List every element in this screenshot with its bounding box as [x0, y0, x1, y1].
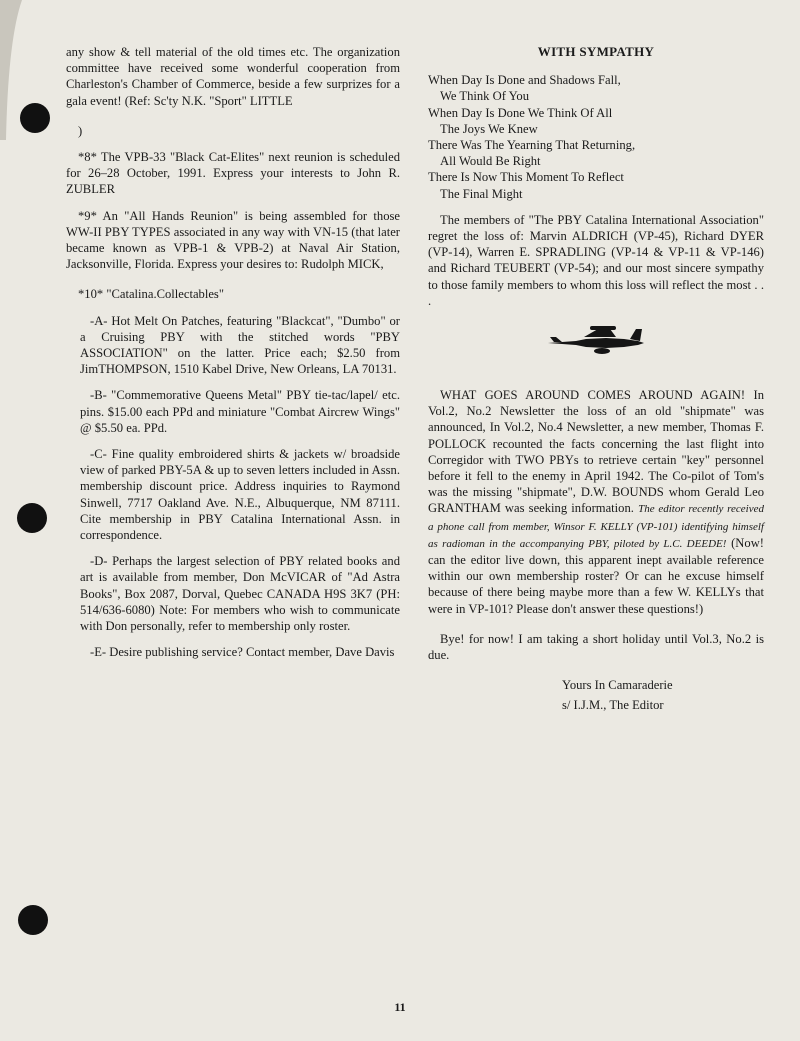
binder-hole-middle [17, 503, 47, 533]
collectable-item-e: -E- Desire publishing service? Contact member, Dave Davis [90, 645, 395, 660]
collectable-item-c: -C- Fine quality embroidered shirts & jackets w/ broadside view of parked PBY-5A & up to seven letters included in Assn. membership discount price. Address inquiries to Raymond Sinwell, 7717 Oakland Ave. N.E., Albuquerque, NM 87111. Cite membership in PBY Catalina International Assn. in correspondence. [80, 447, 400, 543]
poem-line: There Was The Yearning That Returning, [428, 138, 636, 153]
signature-block [562, 677, 764, 712]
page-number: 11 [394, 1000, 406, 1014]
poem-line: When Day Is Done and Shadows Fall, [428, 73, 621, 88]
collectable-item-b: -B- "Commemorative Queens Metal" PBY tie-tac/lapel/ etc. pins. $15.00 each PPd and miniature "Combat Aircrew Wings" @ $5.50 ea. PPd. [80, 388, 400, 435]
what-goes-around-paragraph [428, 387, 764, 617]
reunion-committee-paragraph: any show & tell material of the old times etc. The organization committee have received some wonderful cooperation from Charleston's Chamber of Commerce, beside a few surprizes for a gala event! (Ref: Sc'ty N.K. "Sport" LITTLE [66, 45, 400, 108]
left-column [66, 44, 400, 661]
memorial-poem [428, 72, 764, 202]
closing-line: Yours In Camaraderie [562, 678, 673, 693]
collectable-item-d: -D- Perhaps the largest selection of PBY related books and art is available from member, Don McVICAR of "Ad Astra Books", Box 2087, Dorval, Quebec CANADA H9S 3K7 (PH: 514/636-6080) Note: For members who wish to communicate with Don personally, refer to membership only roster. [80, 554, 400, 634]
poem-line: When Day Is Done We Think Of All [428, 105, 613, 120]
bye-paragraph: Bye! for now! I am taking a short holiday until Vol.3, No.2 is due. [428, 631, 764, 663]
poem-line: All Would Be Right [440, 154, 541, 169]
reference-close-paren: ) [78, 123, 83, 138]
what-goes-around-text-a: WHAT GOES AROUND COMES AROUND AGAIN! In Vol.2, No.2 Newsletter the loss of an old "shipmate" was announced, In Vol.2, No.4 Newsletter, a new member, Thomas F. POLLOCK recounted the facts concerning the last flight into Corregidor with TWO PBYs to retrieve certain "key" personnel before it fell to the enemy in April 1942. The Co-pilot of Tom's was the missing "shipmate", D.W. BOUNDS whom Gerald Leo GRANTHAM was seeking information. [428, 388, 764, 516]
item-9-paragraph: *9* An "All Hands Reunion" is being assembled for those WW-II PBY TYPES associated in any way with VN-15 (that later became known as VPB-1 & VPB-2) at Naval Air Station, Jacksonville, Florida. Express your desires to: Rudolph MICK, [66, 208, 400, 272]
right-column [428, 44, 764, 716]
item-8-paragraph: *8* The VPB-33 "Black Cat-Elites" next reunion is scheduled for 26–28 October, 1991. Express your interests to John R. ZUBLER [66, 150, 400, 197]
item-10-heading: *10* "Catalina.Collectables" [78, 287, 224, 302]
poem-line: There Is Now This Moment To Reflect [428, 170, 624, 185]
binder-hole-top [20, 103, 50, 133]
poem-line: The Final Might [440, 186, 523, 201]
collectable-item-a: -A- Hot Melt On Patches, featuring "Blackcat", "Dumbo" or a Cruising PBY with the stitched words "PBY ASSOCIATION" on the latter. Price each; $2.50 from JimTHOMPSON, 1510 Kabel Drive, New Orleans, LA 70131. [80, 313, 400, 377]
sympathy-paragraph: The members of "The PBY Catalina International Association" regret the loss of: Marvin ALDRICH (VP-45), Richard DYER (VP-14), Warren E. SPRADLING (VP-14 & VP-11 & VP-146) and Richard TEUBERT (VP-54); and our most sincere sympathy to those family members to whom this loss will reflect the most . . . [428, 212, 764, 308]
sympathy-heading: WITH SYMPATHY [537, 44, 655, 59]
pby-plane-icon [546, 323, 646, 357]
editor-signature: s/ I.J.M., The Editor [562, 697, 664, 712]
binder-hole-bottom [18, 905, 48, 935]
poem-line: The Joys We Knew [440, 121, 538, 136]
poem-line: We Think Of You [440, 89, 530, 104]
what-goes-around-italic: The editor recently received a phone call from member, Winsor F. KELLY (VP-101) identifying himself as radioman in the accompanying PBY, piloted by L.C. DEEDE! [428, 503, 764, 550]
what-goes-around-text-b: (Now! can the editor live down, this apparent inept available reference within our own membership roster? Or can he excuse himself because of there being maybe more than a few W. KELLYs that were in VP-101? Please don't answer these questions!) [428, 535, 764, 616]
